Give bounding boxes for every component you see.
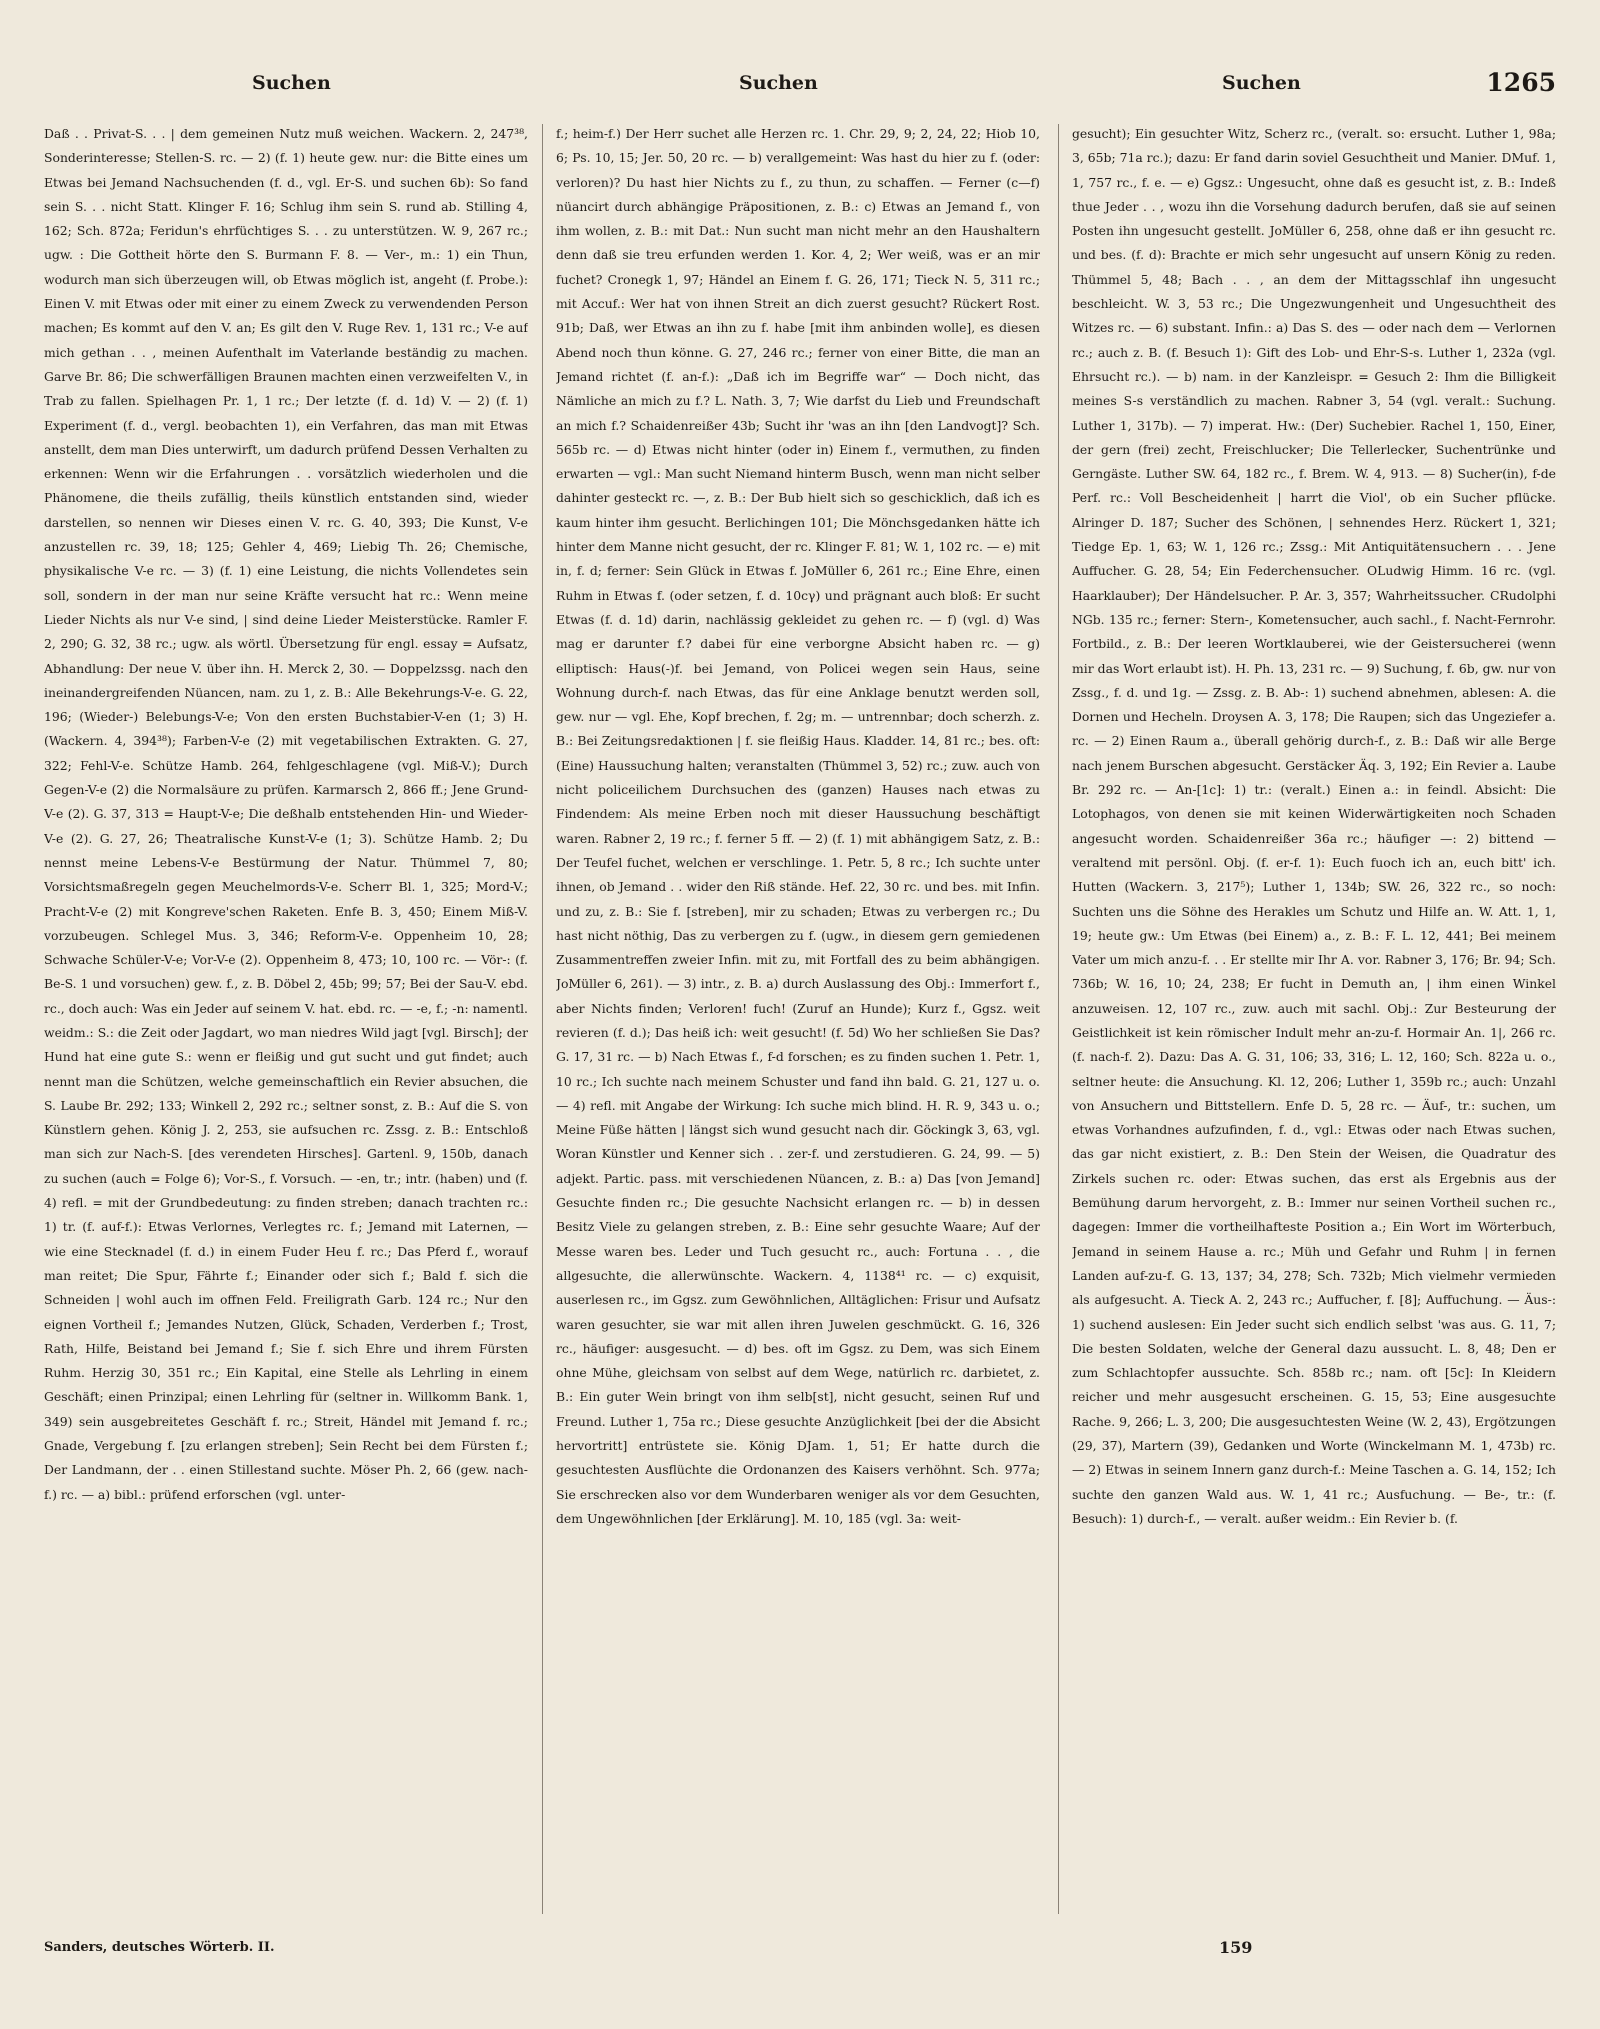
footer-imprint: Sanders, deutsches Wörterb. II. <box>44 1940 275 1955</box>
running-head-left: Suchen <box>252 72 331 94</box>
page-number: 1265 <box>1486 68 1556 97</box>
column-1: Daß . . Privat-S. . . | dem gemeinen Nutz muß weichen. Wackern. 2, 247³⁸, Sonderinteresse; Stellen-S. rc. — 2) (f. 1) heute gew. nur: die Bitte eines um Etwas bei Jemand Nachsuchenden (f. d., vgl. Er-S. und suchen 6b): So fand sein S. . . nicht Statt. Klinger F. 16; Schlug ihm sein S. rund ab. Stilling 4, 162; Sch. 872a; Feridun's ehrfüchtiges S. . . zu unterstützen. W. 9, 267 rc.; ugw. : Die Gottheit hörte den S. Burmann F. 8. — Ver-, m.: 1) ein Thun, wodurch man sich überzeugen will, ob Etwas möglich ist, angeht (f. Probe.): Einen V. mit Etwas oder mit einer zu einem Zweck zu verwendenden Person machen; Es kommt auf den V. an; Es gilt den V. Ruge Rev. 1, 131 rc.; V-e auf mich gethan . . , meinen Aufenthalt im Vaterlande beständig zu machen. Garve Br. 86; Die schwerfälligen Braunen machten einen verzweifelten V., in Trab zu fallen. Spielhagen Pr. 1, 1 rc.; Der letzte (f. d. 1d) V. — 2) (f. 1) Experiment (f. d., vergl. beobachten 1), ein Verfahren, das man mit Etwas anstellt, dem man Dies unterwirft, um dadurch prüfend Dessen Verhalten zu erkennen: Wenn wir die Erfahrungen . . vorsätzlich wiederholen und die Phänomene, die theils zufällig, theils künstlich entstanden sind, wieder darstellen, so nennen wir Dieses einen V. rc. G. 40, 393; Die Kunst, V-e anzustellen rc. 39, 18; 125; Gehler 4, 469; Liebig Th. 26; Chemische, physikalische V-e rc. — 3) (f. 1) eine Leistung, die nichts Vollendetes sein soll, sondern in der man nur seine Kräfte versucht hat rc.: Wenn meine Lieder Nichts als nur V-e sind, | sind deine Lieder Meisterstücke. Ramler F. 2, 290; G. 32, 38 rc.; ugw. als wörtl. Übersetzung für engl. essay = Aufsatz, Abhandlung: Der neue V. über ihn. H. Merck 2, 30. — Doppelzssg. nach den ineinandergreifenden Nüancen, nam. zu 1, z. B.: Alle Bekehrungs-V-e. G. 22, 196; (Wieder-) Belebungs-V-e; Von den ersten Buchstabier-V-en (1; 3) H. (Wackern. 4, 394³⁸); Farben-V-e (2) mit vegetabilischen Extrakten. G. 27, 322; Fehl-V-e. Schütze Hamb. 264, fehlgeschlagene (vgl. Miß-V.); Durch Gegen-V-e (2) die Normalsäure zu prüfen. Karmarsch 2, 866 ff.; Jene Grund-V-e (2). G. 37, 313 = Haupt-V-e; Die deßhalb entstehenden Hin- und Wieder-V-e (2). G. 27, 26; Theatralische Kunst-V-e (1; 3). Schütze Hamb. 2; Du nennst meine Lebens-V-e Bestürmung der Natur. Thümmel 7, 80; Vorsichtsmaßregeln gegen Meuchelmords-V-e. Scherr Bl. 1, 325; Mord-V.; Pracht-V-e (2) mit Kongreve'schen Raketen. Enfe B. 3, 450; Einem Miß-V. vorzubeugen. Schlegel Mus. 3, 346; Reform-V-e. Oppenheim 10, 28; Schwache Schüler-V-e; Vor-V-e (2). Oppenheim 8, 473; 10, 100 rc. — Vör-: (f. Be-S. 1 und vorsuchen) gew. f., z. B. Döbel 2, 45b; 99; 57; Bei der Sau-V. ebd. rc., doch auch: Was ein Jeder auf seinem V. hat. ebd. rc. — -e, f.; -n: namentl. weidm.: S.: die Zeit oder Jagdart, wo man niedres Wild jagt [vgl. Birsch]; der Hund hat eine gute S.: wenn er fleißig und gut sucht und gut findet; auch nennt man die Schützen, welche gemeinschaftlich ein Revier absuchen, die S. Laube Br. 292; 133; Winkell 2, 292 rc.; seltner sonst, z. B.: Auf die S. von Künstlern gehen. König J. 2, 253, sie aufsuchen rc. Zssg. z. B.: Entschloß man sich zur Nach-S. [des verendeten Hirsches]. Gartenl. 9, 150b, danach zu suchen (auch = Folge 6); Vor-S., f. Vorsuch. — -en, tr.; intr. (haben) und (f. 4) refl. = mit der Grundbedeutung: zu finden streben; danach trachten rc.: 1) tr. (f. auf-f.): Etwas Verlornes, Verlegtes rc. f.; Jemand mit Laternen, — wie eine Stecknadel (f. d.) in einem Fuder Heu f. rc.; Das Pferd f., worauf man reitet; Die Spur, Fährte f.; Einander oder sich f.; Bald f. sich die Schneiden | wohl auch im offnen Feld. Freiligrath Garb. 124 rc.; Nur den eignen Vortheil f.; Jemandes Nutzen, Glück, Schaden, Verderben f.; Trost, Rath, Hilfe, Beistand bei Jemand f.; Sie f. sich Ehre und ihrem Fürsten Ruhm. Herzig 30, 351 rc.; Ein Kapital, eine Stelle als Lehrling in einem Geschäft; einen Prinzipal; einen Lehrling für (seltner in. Willkomm Bank. 1, 349) sein ausgebreitetes Geschäft f. rc.; Streit, Händel mit Jemand f. rc.; Gnade, Vergebung f. [zu erlangen streben]; Sein Recht bei dem Fürsten f.; Der Landmann, der . . einen Stillestand suchte. Möser Ph. 2, 66 (gew. nach-f.) rc. — a) bibl.: prüfend erforschen (vgl. unter- <box>44 126 528 1502</box>
dictionary-page <box>44 66 1556 2026</box>
footer-signature: 159 <box>1219 1938 1253 1957</box>
column-3: gesucht); Ein gesuchter Witz, Scherz rc., (veralt. so: ersucht. Luther 1, 98a; 3, 65b; 71a rc.); dazu: Er fand darin soviel Gesuchtheit und Manier. DMuf. 1, 1, 757 rc., f. e. — e) Ggsz.: Ungesucht, ohne daß es gesucht ist, z. B.: Indeß thue Jeder . . , wozu ihn die Vorsehung dadurch berufen, daß sie auf seinen Posten ihn ungesucht gestellt. JoMüller 6, 258, ohne daß er ihn gesucht rc. und bes. (f. d): Brachte er mich sehr ungesucht auf unsern König zu reden. Thümmel 5, 48; Bach . . , an dem der Mittagsschlaf ihn ungesucht beschleicht. W. 3, 53 rc.; Die Ungezwungenheit und Ungesuchtheit des Witzes rc. — 6) substant. Infin.: a) Das S. des — oder nach dem — Verlornen rc.; auch z. B. (f. Besuch 1): Gift des Lob- und Ehr-S-s. Luther 1, 232a (vgl. Ehrsucht rc.). — b) nam. in der Kanzleispr. = Gesuch 2: Ihm die Billigkeit meines S-s verständlich zu machen. Rabner 3, 54 (vgl. veralt.: Suchung. Luther 1, 317b). — 7) imperat. Hw.: (Der) Suchebier. Rachel 1, 150, Einer, der gern (frei) zecht, Freischlucker; Die Tellerlecker, Suchentrünke und Gerngäste. Luther SW. 64, 182 rc., f. Brem. W. 4, 913. — 8) Sucher(in), f-de Perf. rc.: Voll Bescheidenheit | harrt die Viol', ob ein Sucher pflücke. Alringer D. 187; Sucher des Schönen, | sehnendes Herz. Rückert 1, 321; Tiedge Ep. 1, 63; W. 1, 126 rc.; Zssg.: Mit Antiquitätensuchern . . . Jene Auffucher. G. 28, 54; Ein Federchensucher. OLudwig Himm. 16 rc. (vgl. Haarklauber); Der Händelsucher. P. Ar. 3, 357; Wahrheitssucher. CRudolphi NGb. 135 rc.; ferner: Stern-, Kometensucher, auch sachl., f. Nacht-Fernrohr. Fortbild., z. B.: Der leeren Wortklauberei, wie der Geistersucherei (wenn mir das Wort erlaubt ist). H. Ph. 13, 231 rc. — 9) Suchung, f. 6b, gw. nur von Zssg., f. d. und 1g. — Zssg. z. B. Ab-: 1) suchend abnehmen, ablesen: A. die Dornen und Hecheln. Droysen A. 3, 178; Die Raupen; sich das Ungeziefer a. rc. — 2) Einen Raum a., überall gehörig durch-f., z. B.: Daß wir alle Berge nach jenem Burschen abgesucht. Gerstäcker Äq. 3, 192; Ein Revier a. Laube Br. 292 rc. — An-[1c]: 1) tr.: (veralt.) Einen a.: in feindl. Absicht: Die Lotophagos, von denen sie mit keinen Widerwärtigkeiten noch Schaden angesucht worden. Schaidenreißer 36a rc.; häufiger —: 2) bittend — veraltend mit persönl. Obj. (f. er-f. 1): Euch fuoch ich an, euch bitt' ich. Hutten (Wackern. 3, 217⁵); Luther 1, 134b; SW. 26, 322 rc., so noch: Suchten uns die Söhne des Herakles um Schutz und Hilfe an. W. Att. 1, 1, 19; heute gw.: Um Etwas (bei Einem) a., z. B.: F. L. 12, 441; Bei meinem Vater um mich anzu-f. . . Er stellte mir Ihr A. vor. Rabner 3, 176; Br. 94; Sch. 736b; W. 16, 10; 24, 238; Er fucht in Demuth an, | ihm einen Winkel anzuweisen. 12, 107 rc., zuw. auch mit sachl. Obj.: Zur Besteurung der Geistlichkeit ist kein römischer Indult mehr an-zu-f. Hormair An. 1|, 266 rc. (f. nach-f. 2). Dazu: Das A. G. 31, 106; 33, 316; L. 12, 160; Sch. 822a u. o., seltner heute: die Ansuchung. Kl. 12, 206; Luther 1, 359b rc.; auch: Unzahl von Ansuchern und Bittstellern. Enfe D. 5, 28 rc. — Äuf-, tr.: suchen, um etwas Vorhandnes aufzufinden, f. d., vgl.: Etwas oder nach Etwas suchen, das gar nicht existiert, z. B.: Den Stein der Weisen, die Quadratur des Zirkels suchen rc. oder: Etwas suchen, das erst als Ergebnis aus der Bemühung darum hervorgeht, z. B.: Immer nur seinen Vortheil suchen rc., dagegen: Immer die vortheilhafteste Position a.; Ein Wort im Wörterbuch, Jemand in seinem Hause a. rc.; Müh und Gefahr und Ruhm | in fernen Landen auf-zu-f. G. 13, 137; 34, 278; Sch. 732b; Mich vielmehr vermieden als aufgesucht. A. Tieck A. 2, 243 rc.; Auffucher, f. [8]; Auffuchung. — Äus-: 1) suchend auslesen: Ein Jeder sucht sich endlich selbst 'was aus. G. 11, 7; Die besten Soldaten, welche der General dazu aussucht. L. 8, 48; Den er zum Schlachtopfer aussuchte. Sch. 858b rc.; nam. oft [5c]: In Kleidern reicher und mehr ausgesucht erscheinen. G. 15, 53; Eine ausgesuchte Rache. 9, 266; L. 3, 200; Die ausgesuchtesten Weine (W. 2, 43), Ergötzungen (29, 37), Martern (39), Gedanken und Worte (Winckelmann M. 1, 473b) rc. — 2) Etwas in seinem Innern ganz durch-f.: Meine Taschen a. G. 14, 152; Ich suchte den ganzen Wald aus. W. 1, 41 rc.; Ausfuchung. — Be-, tr.: (f. Besuch): 1) durch-f., — veralt. außer weidm.: Ein Revier b. (f. <box>1072 126 1556 1526</box>
column-divider-1 <box>542 124 543 1914</box>
column-2: f.; heim-f.) Der Herr suchet alle Herzen rc. 1. Chr. 29, 9; 2, 24, 22; Hiob 10, 6; Ps. 10, 15; Jer. 50, 20 rc. — b) verallgemeint: Was hast du hier zu f. (oder: verloren)? Du hast hier Nichts zu f., zu thun, zu schaffen. — Ferner (c—f) nüancirt durch abhängige Präpositionen, z. B.: c) Etwas an Jemand f., von ihm wollen, z. B.: mit Dat.: Nun sucht man nicht mehr an den Haushaltern denn daß sie treu erfunden werden 1. Kor. 4, 2; Wer weiß, was er an mir fuchet? Cronegk 1, 97; Händel an Einem f. G. 26, 171; Tieck N. 5, 311 rc.; mit Accuf.: Wer hat von ihnen Streit an dich zuerst gesucht? Rückert Rost. 91b; Daß, wer Etwas an ihn zu f. habe [mit ihm anbinden wolle], es diesen Abend noch thun könne. G. 27, 246 rc.; ferner von einer Bitte, die man an Jemand richtet (f. an-f.): „Daß ich im Begriffe war“ — Doch nicht, das Nämliche an mich zu f.? L. Nath. 3, 7; Wie darfst du Lieb und Freundschaft an mich f.? Schaidenreißer 43b; Sucht ihr 'was an ihn [den Landvogt]? Sch. 565b rc. — d) Etwas nicht hinter (oder in) Einem f., vermuthen, zu finden erwarten — vgl.: Man sucht Niemand hinterm Busch, wenn man nicht selber dahinter gesteckt rc. —, z. B.: Der Bub hielt sich so geschicklich, daß ich es kaum hinter ihm gesucht. Berlichingen 101; Die Mönchsgedanken hätte ich hinter dem Manne nicht gesucht, der rc. Klinger F. 81; W. 1, 102 rc. — e) mit in, f. d; ferner: Sein Glück in Etwas f. JoMüller 6, 261 rc.; Eine Ehre, einen Ruhm in Etwas f. (oder setzen, f. d. 10cγ) und prägnant auch bloß: Er sucht Etwas (f. d. 1d) darin, nachlässig gekleidet zu gehen rc. — f) (vgl. d) Was mag er darunter f.? dabei für eine verborgne Absicht haben rc. — g) elliptisch: Haus(-)f. bei Jemand, von Policei wegen sein Haus, seine Wohnung durch-f. nach Etwas, das für eine Anklage benutzt werden soll, gew. nur — vgl. Ehe, Kopf brechen, f. 2g; m. — untrennbar; doch scherzh. z. B.: Bei Zeitungsredaktionen | f. sie fleißig Haus. Kladder. 14, 81 rc.; bes. oft: (Eine) Haussuchung halten; veranstalten (Thümmel 3, 52) rc.; zuw. auch von nicht policeilichem Durchsuchen des (ganzen) Hauses nach etwas zu Findendem: Als meine Erben noch mit dieser Haussuchung beschäftigt waren. Rabner 2, 19 rc.; f. ferner 5 ff. — 2) (f. 1) mit abhängigem Satz, z. B.: Der Teufel fuchet, welchen er verschlinge. 1. Petr. 5, 8 rc.; Ich suchte unter ihnen, ob Jemand . . wider den Riß stände. Hef. 22, 30 rc. und bes. mit Infin. und zu, z. B.: Sie f. [streben], mir zu schaden; Etwas zu verbergen rc.; Du hast nicht nöthig, Das zu verbergen zu f. (ugw., in diesem gern gemiedenen Zusammentreffen zweier Infin. mit zu, mit Fortfall des zu beim abhängigen. JoMüller 6, 261). — 3) intr., z. B. a) durch Auslassung des Obj.: Immerfort f., aber Nichts finden; Verloren! fuch! (Zuruf an Hunde); Kurz f., Ggsz. weit revieren (f. d.); Das heiß ich: weit gesucht! (f. 5d) Wo her schließen Sie Das? G. 17, 31 rc. — b) Nach Etwas f., f-d forschen; es zu finden suchen 1. Petr. 1, 10 rc.; Ich suchte nach meinem Schuster und fand ihn bald. G. 21, 127 u. o. — 4) refl. mit Angabe der Wirkung: Ich suche mich blind. H. R. 9, 343 u. o.; Meine Füße hätten | längst sich wund gesucht nach dir. Göckingk 3, 63, vgl. Woran Künstler und Kenner sich . . zer-f. und zerstudieren. G. 24, 99. — 5) adjekt. Partic. pass. mit verschiedenen Nüancen, z. B.: a) Das [von Jemand] Gesuchte finden rc.; Die gesuchte Nachsicht erlangen rc. — b) in dessen Besitz Viele zu gelangen streben, z. B.: Eine sehr gesuchte Waare; Auf der Messe waren bes. Leder und Tuch gesucht rc., auch: Fortuna . . , die allgesuchte, die allerwünschte. Wackern. 4, 1138⁴¹ rc. — c) exquisit, auserlesen rc., im Ggsz. zum Gewöhnlichen, Alltäglichen: Frisur und Aufsatz waren gesuchter, sie war mit allen ihren Juwelen geschmückt. G. 16, 326 rc., häufiger: ausgesucht. — d) bes. oft im Ggsz. zu Dem, was sich Einem ohne Mühe, gleichsam von selbst auf dem Wege, natürlich rc. darbietet, z. B.: Ein guter Wein bringt von ihm selb[st], nicht gesucht, seinen Ruf und Freund. Luther 1, 75a rc.; Diese gesuchte Anzüglichkeit [bei der die Absicht hervortritt] entrüstete sie. König DJam. 1, 51; Er hatte durch die gesuchtesten Ausflüchte die Ordonanzen des Kaisers verhöhnt. Sch. 977a; Sie erschrecken also vor dem Wunderbaren weniger als vor dem Gesuchten, dem Ungewöhnlichen [der Erklärung]. M. 10, 185 (vgl. 3a: weit- <box>556 126 1040 1526</box>
running-head-right: Suchen <box>1222 72 1301 94</box>
running-head <box>44 66 1556 102</box>
running-head-center: Suchen <box>739 72 818 94</box>
text-columns <box>44 122 1556 1932</box>
column-divider-2 <box>1058 124 1059 1914</box>
page-footer <box>44 1936 1556 1976</box>
